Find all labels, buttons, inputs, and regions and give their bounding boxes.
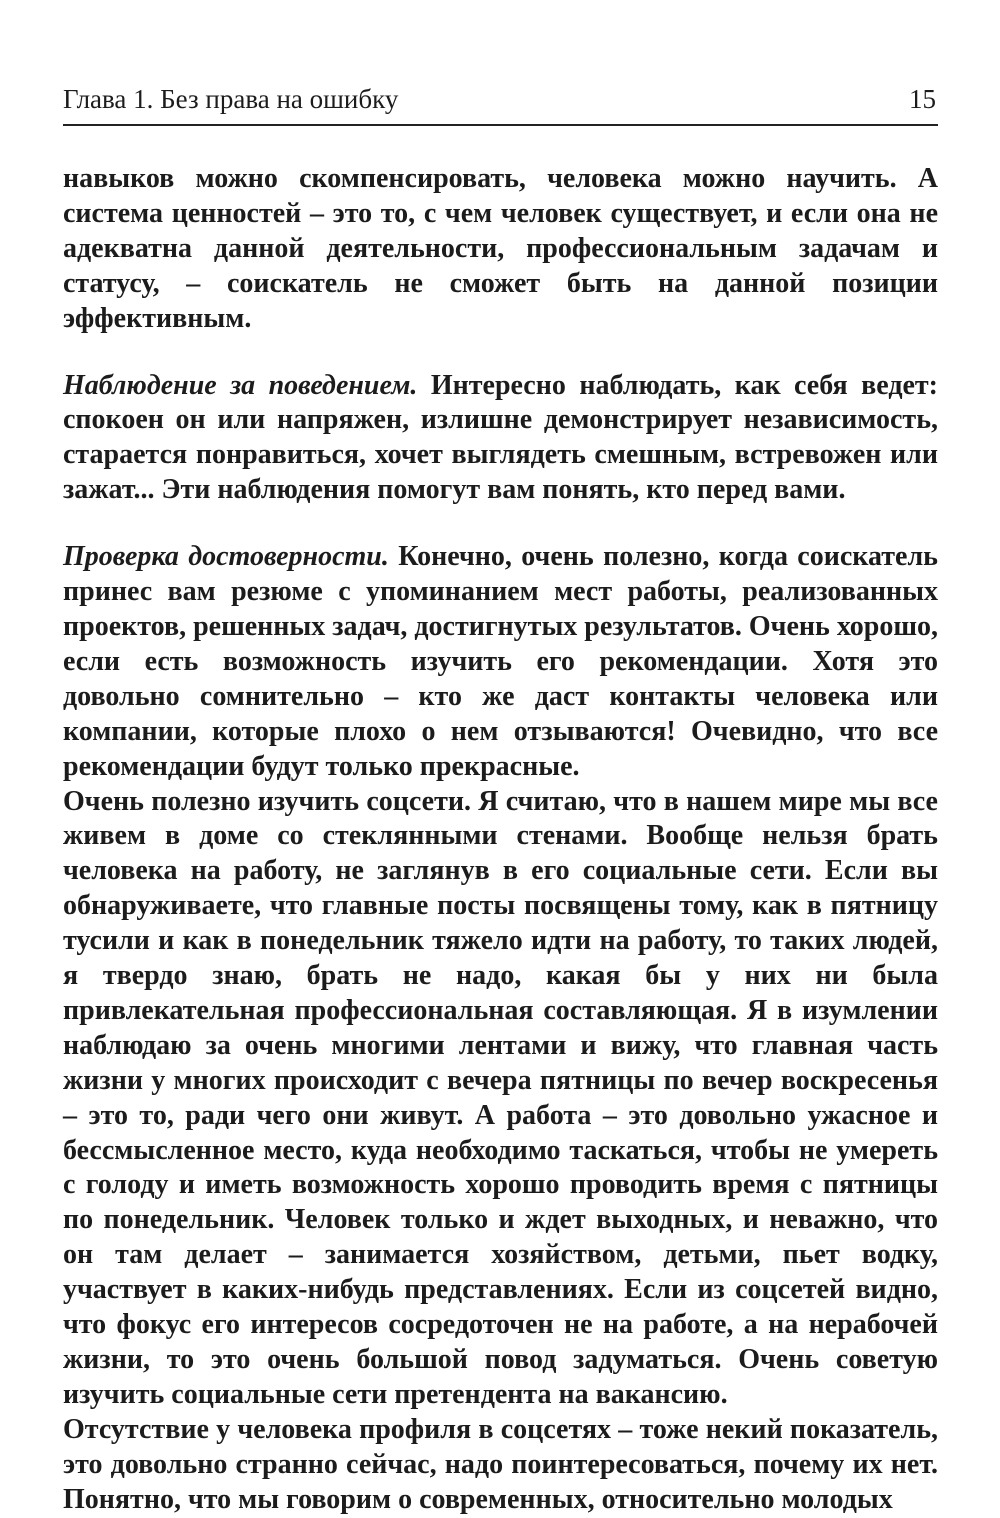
paragraph-behavior-text: Интересно наблюдать, как себя ведет: спокоен он или напряжен, излишне демонстрирует независимость, старается понравиться, хочет выглядеть смешным, встревожен или зажат... Эти наблюдения помогут вам понять, кто перед вами. [63, 369, 939, 506]
body-text [63, 162, 938, 1518]
paragraph-values: навыков можно скомпенсировать, человека можно научить. А система ценностей – это то, с чем человек существует, и если она не адекватна данной деятельности, профессиональным задачам и статусу, – соискатель не сможет быть на данной позиции эффективным. [63, 163, 938, 334]
chapter-title: Глава 1. Без права на ошибку [63, 84, 399, 114]
run-in-heading-verification: Проверка достоверности. [63, 541, 389, 573]
paragraph-behavior [63, 369, 938, 509]
run-in-heading-behavior: Наблюдение за поведением. [63, 369, 418, 401]
paragraph-no-profile: Отсутствие у человека профиля в соцсетях – тоже некий показатель, это довольно странно сейчас, надо поинтересоваться, почему их нет. Понятно, что мы говорим о современных, относительно молодых [63, 1413, 938, 1515]
paragraph-social-networks: Очень полезно изучить соцсети. Я считаю, что в нашем мире мы все живем в доме со стеклянными стенами. Вообще нельзя брать человека на работу, не заглянув в его социальные сети. Если вы обнаруживаете, что главные посты посвящены тому, как в пятницу тусили и как в понедельник тяжело идти на работу, то таких людей, я твердо знаю, брать не надо, какая бы у них ни была привлекательная профессиональная составляющая. Я в изумлении наблюдаю за очень многими лентами и вижу, что главная часть жизни у многих происходит с вечера пятницы по вечер воскресенья – это то, ради чего они живут. А работа – это довольно ужасное и бессмысленное место, куда необходимо таскаться, чтобы не умереть с голоду и иметь возможность хорошо проводить время с пятницы по понедельник. Человек только и ждет выходных, и неважно, что он там делает – занимается хозяйством, детьми, пьет водку, участвует в каких-нибудь представлениях. Если из соцсетей видно, что фокус его интересов сосредоточен не на работе, а на нерабочей жизни, то это очень большой повод задуматься. Очень советую изучить социальные сети претендента на вакансию. [63, 785, 938, 1410]
page-number: 15 [909, 84, 936, 114]
paragraph-verification [63, 540, 938, 784]
running-header [63, 82, 938, 126]
paragraph-verification-text: Конечно, очень полезно, когда соискатель принес вам резюме с упоминанием мест работы, реализованных проектов, решенных задач, достигнутых результатов. Очень хорошо, если есть возможность изучить его рекомендации. Хотя это довольно сомнительно – кто же даст контакты человека или компании, которые плохо о нем отзываются! Очевидно, что все рекомендации будут только прекрасные. [63, 541, 938, 782]
